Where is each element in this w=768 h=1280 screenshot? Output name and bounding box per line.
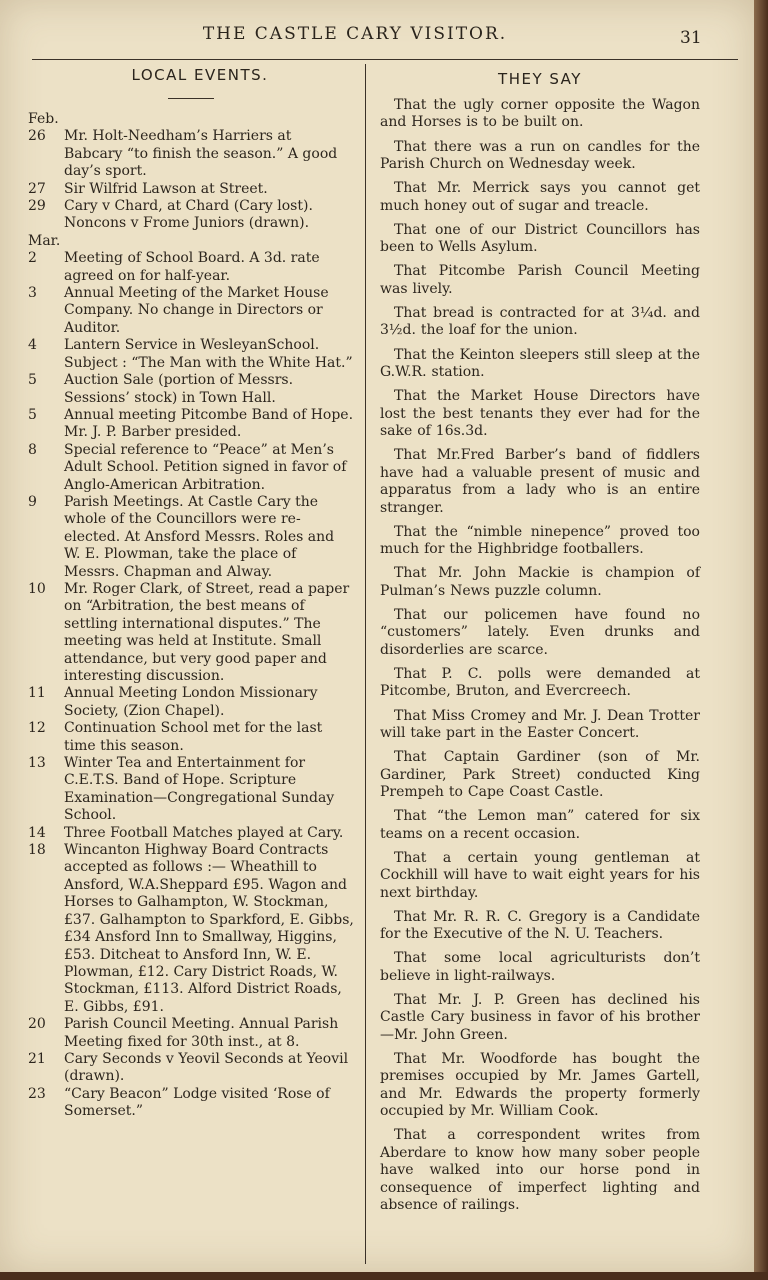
event-entry	[28, 128, 354, 180]
event-entry	[28, 181, 354, 198]
event-day: 4	[28, 337, 37, 354]
they-say-item: That the Keinton sleepers still sleep at the G.W.R. station.	[380, 346, 700, 381]
they-say-item: That Captain Gardiner (son of Mr. Gardiner, Park Street) conducted King Prempeh to Cape Coast Castle.	[380, 749, 700, 800]
they-say-item: That there was a run on candles for the Parish Church on Wednesday week.	[380, 138, 700, 173]
month-label: Feb.	[28, 111, 59, 127]
event-entry	[28, 1016, 354, 1051]
event-day: 20	[28, 1016, 46, 1033]
book-binding-edge	[754, 0, 768, 1280]
event-entry	[28, 720, 354, 755]
event-text: “Cary Beacon” Lodge visited ‘Rose of Somerset.”	[64, 1085, 330, 1120]
they-say-item: That the ugly corner opposite the Wagon and Horses is to be built on.	[380, 97, 700, 131]
event-day: 21	[28, 1050, 46, 1067]
they-say-item: That our policemen have found no “customers” lately. Even drunks and disorderlies are scarce.	[380, 606, 700, 658]
event-day: 2	[28, 250, 37, 267]
event-entry	[28, 285, 354, 337]
they-say-item: That some local agriculturists don’t believe in light-railways.	[380, 950, 700, 984]
heading-rule	[168, 98, 214, 99]
event-entry	[28, 337, 354, 372]
local-events-heading: LOCAL EVENTS.	[131, 66, 269, 84]
event-day: 5	[28, 406, 37, 423]
event-day: 13	[28, 755, 46, 772]
event-text: Mr. Roger Clark, of Street, read a paper on “Arbitration, the best means of settling international disputes.” The meeting was held at Institute. Small attendance, but very good paper and interesting discussion.	[64, 580, 350, 684]
they-say-item: That one of our District Councillors has been to Wells Asylum.	[380, 221, 700, 256]
they-say-item: That Mr. J. P. Green has declined his Castle Cary business in favor of his brother—Mr. John Green.	[380, 992, 700, 1043]
they-say-item: That Mr.Fred Barber’s band of fiddlers have had a valuable present of music and apparatus from a lady who is an entire stranger.	[380, 447, 700, 516]
event-entry	[28, 1086, 354, 1121]
event-text: Mr. Holt-Needham’s Harriers at Babcary “to finish the season.” A good day’s sport.	[64, 128, 338, 180]
they-say-item: That “the Lemon man” catered for six teams on a recent occasion.	[380, 808, 700, 842]
event-text: Annual Meeting London Missionary Society, (Zion Chapel).	[64, 685, 318, 719]
page-number: 31	[680, 28, 702, 48]
event-day: 23	[28, 1085, 46, 1102]
book-bottom-edge	[0, 1272, 768, 1280]
event-text: Annual meeting Pitcombe Band of Hope. Mr. J. P. Barber presided.	[64, 406, 354, 441]
event-day: 8	[28, 441, 37, 458]
event-day: 26	[28, 128, 46, 145]
they-say-item: That the “nimble ninepence” proved too much for the Highbridge footballers.	[380, 523, 700, 558]
event-text: Cary v Chard, at Chard (Cary lost). Noncons v Frome Juniors (drawn).	[64, 198, 313, 232]
event-day: 29	[28, 198, 46, 215]
event-day: 5	[28, 372, 37, 389]
they-say-item: That Pitcombe Parish Council Meeting was lively.	[380, 263, 700, 297]
they-say-item: That Mr. R. R. C. Gregory is a Candidate for the Executive of the N. U. Teachers.	[380, 908, 700, 943]
they-say-item: That bread is contracted for at 3¼d. and 3½d. the loaf for the union.	[380, 305, 700, 339]
event-entry	[28, 372, 354, 407]
event-entry	[28, 1051, 354, 1086]
event-day: 3	[28, 285, 37, 302]
event-text: Cary Seconds v Yeovil Seconds at Yeovil (drawn).	[64, 1050, 349, 1085]
event-text: Sir Wilfrid Lawson at Street.	[64, 180, 268, 197]
column-divider	[365, 64, 366, 1264]
event-day: 12	[28, 720, 46, 737]
header-rule	[32, 59, 738, 60]
event-entry	[28, 442, 354, 494]
event-text: Parish Meetings. At Castle Cary the whole of the Councillors were re-elected. At Ansford Messrs. Roles and W. E. Plowman, take the place of Messrs. Chapman and Alway.	[64, 493, 335, 580]
event-text: Continuation School met for the last time this season.	[64, 720, 323, 754]
event-day: 11	[28, 685, 46, 702]
event-text: Parish Council Meeting. Annual Parish Meeting fixed for 30th inst., at 8.	[64, 1016, 339, 1050]
they-say-item: That a correspondent writes from Aberdare to know how many sober people have walked into our horse pond in consequence of imperfect lighting and absence of railings.	[380, 1127, 700, 1214]
they-say-list	[380, 97, 700, 1214]
event-entry	[28, 494, 354, 581]
event-day: 14	[28, 824, 46, 841]
event-text: Special reference to “Peace” at Men’s Adult School. Petition signed in favor of Anglo-American Arbitration.	[64, 441, 347, 493]
event-entry	[28, 250, 354, 285]
event-text: Annual Meeting of the Market House Company. No change in Directors or Auditor.	[64, 285, 329, 336]
event-entry	[28, 755, 354, 825]
event-text: Meeting of School Board. A 3d. rate agreed on for half-year.	[64, 250, 320, 284]
event-text: Winter Tea and Entertainment for C.E.T.S. Band of Hope. Scripture Examination—Congregational Sunday School.	[64, 755, 335, 824]
they-say-item: That Mr. Woodforde has bought the premises occupied by Mr. James Gartell, and Mr. Edwards the property formerly occupied by Mr. William Cook.	[380, 1051, 700, 1120]
month-label: Mar.	[28, 232, 61, 249]
event-entry	[28, 407, 354, 442]
they-say-item: That P. C. polls were demanded at Pitcombe, Bruton, and Evercreech.	[380, 665, 700, 700]
event-text: Auction Sale (portion of Messrs. Sessions’ stock) in Town Hall.	[64, 372, 294, 406]
event-text: Three Football Matches played at Cary.	[64, 824, 344, 841]
event-text: Lantern Service in WesleyanSchool. Subject : “The Man with the White Hat.”	[64, 337, 353, 371]
they-say-item: That Mr. John Mackie is champion of Pulman’s News puzzle column.	[380, 565, 700, 599]
event-entry	[28, 581, 354, 685]
running-header-title: THE CASTLE CARY VISITOR.	[202, 24, 508, 44]
they-say-item: That Mr. Merrick says you cannot get much honey out of sugar and treacle.	[380, 180, 700, 214]
they-say-item: That Miss Cromey and Mr. J. Dean Trotter will take part in the Easter Concert.	[380, 707, 700, 741]
event-day: 27	[28, 180, 46, 197]
event-entry	[28, 842, 354, 1016]
event-entry	[28, 825, 354, 842]
local-events-column	[28, 66, 354, 1121]
events-list	[28, 111, 354, 1121]
they-say-column	[380, 70, 700, 1221]
they-say-item: That a certain young gentleman at Cockhill will have to wait eight years for his next birthday.	[380, 849, 700, 901]
event-day: 18	[28, 842, 46, 859]
they-say-item: That the Market House Directors have lost the best tenants they ever had for the sake of 16s.3d.	[380, 388, 700, 440]
event-text: Wincanton Highway Board Contracts accepted as follows :— Wheathill to Ansford, W.A.Sheppard £95. Wagon and Horses to Galhampton, W. Stockman, £37. Galhampton to Sparkford, E. Gibbs, £34 Ansford Inn to Smallway, Higgins, £53. Ditcheat to Ansford Inn, W. E. Plowman, £12. Cary District Roads, W. Stockman, £113. Alford District Roads, E. Gibbs, £91.	[64, 842, 354, 1015]
event-day: 9	[28, 493, 37, 510]
event-entry	[28, 198, 354, 233]
they-say-heading: THEY SAY	[498, 70, 582, 88]
event-day: 10	[28, 580, 46, 597]
event-entry	[28, 685, 354, 720]
